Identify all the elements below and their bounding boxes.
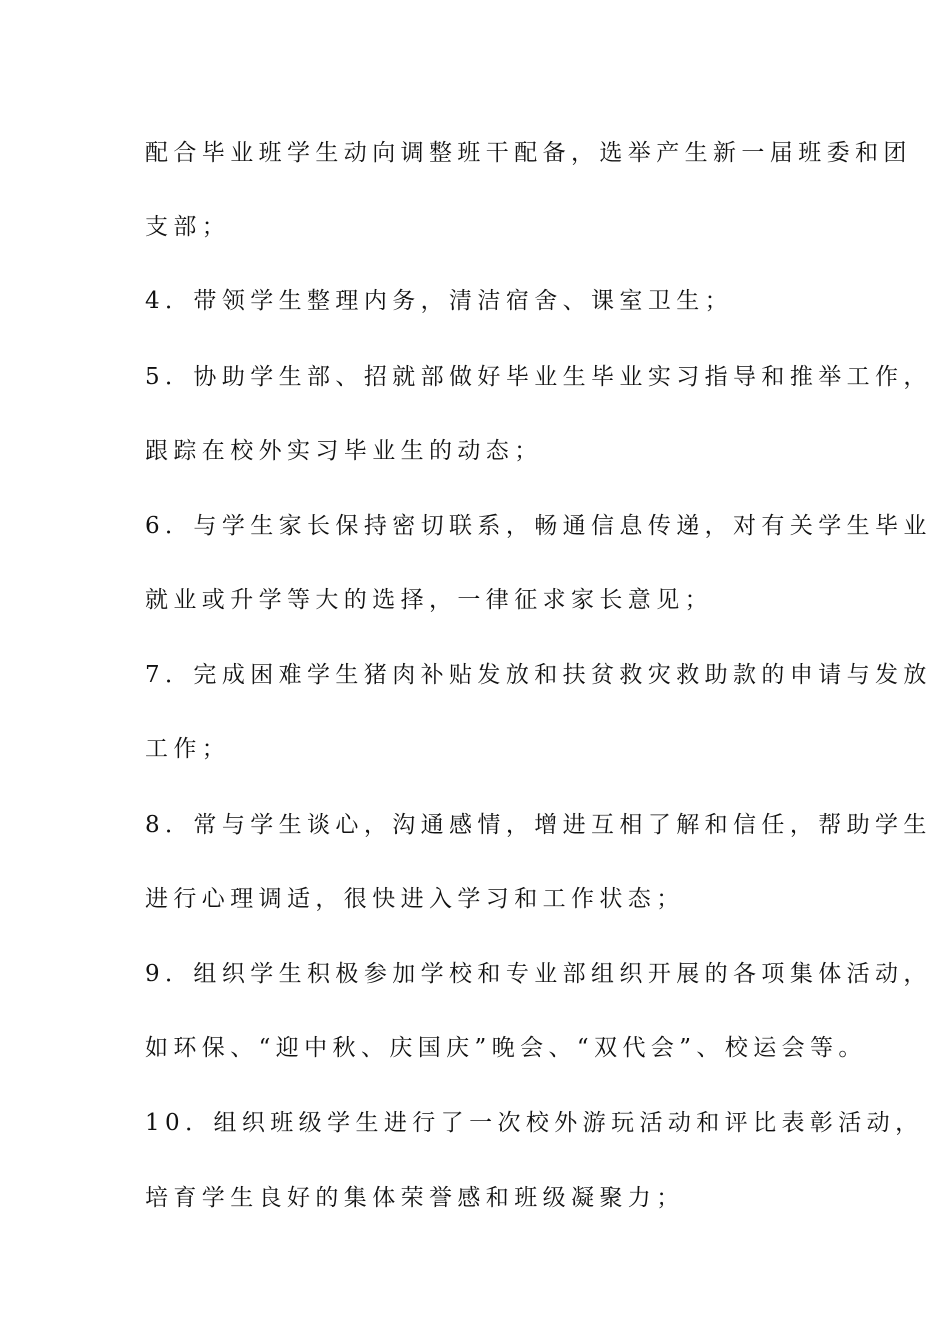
paragraph-line: 工作； — [145, 736, 231, 762]
list-item-5: 5．协助学生部、招就部做好毕业生毕业实习指导和推举工作， — [145, 364, 932, 390]
list-item-4: 4．带领学生整理内务，清洁宿舍、课室卫生； — [145, 288, 734, 314]
list-item-8: 8．常与学生谈心，沟通感情，增进互相了解和信任，帮助学生 — [145, 812, 932, 838]
list-item-9: 9．组织学生积极参加学校和专业部组织开展的各项集体活动， — [145, 961, 932, 987]
paragraph-line: 跟踪在校外实习毕业生的动态； — [145, 438, 543, 464]
paragraph-line: 支部； — [145, 214, 231, 240]
list-item-6: 6．与学生家长保持密切联系，畅通信息传递，对有关学生毕业 — [145, 513, 932, 539]
paragraph-line: 培育学生良好的集体荣誉感和班级凝聚力； — [145, 1185, 685, 1211]
paragraph-line: 如环保、“迎中秋、庆国庆”晚会、“双代会”、校运会等。 — [145, 1035, 867, 1061]
list-item-10: 10．组织班级学生进行了一次校外游玩活动和评比表彰活动， — [145, 1110, 924, 1136]
paragraph-line: 配合毕业班学生动向调整班干配备，选举产生新一届班委和团 — [145, 140, 912, 166]
paragraph-line: 进行心理调适，很快进入学习和工作状态； — [145, 886, 685, 912]
paragraph-line: 就业或升学等大的选择，一律征求家长意见； — [145, 587, 713, 613]
list-item-7: 7．完成困难学生猪肉补贴发放和扶贫救灾救助款的申请与发放 — [145, 662, 932, 688]
